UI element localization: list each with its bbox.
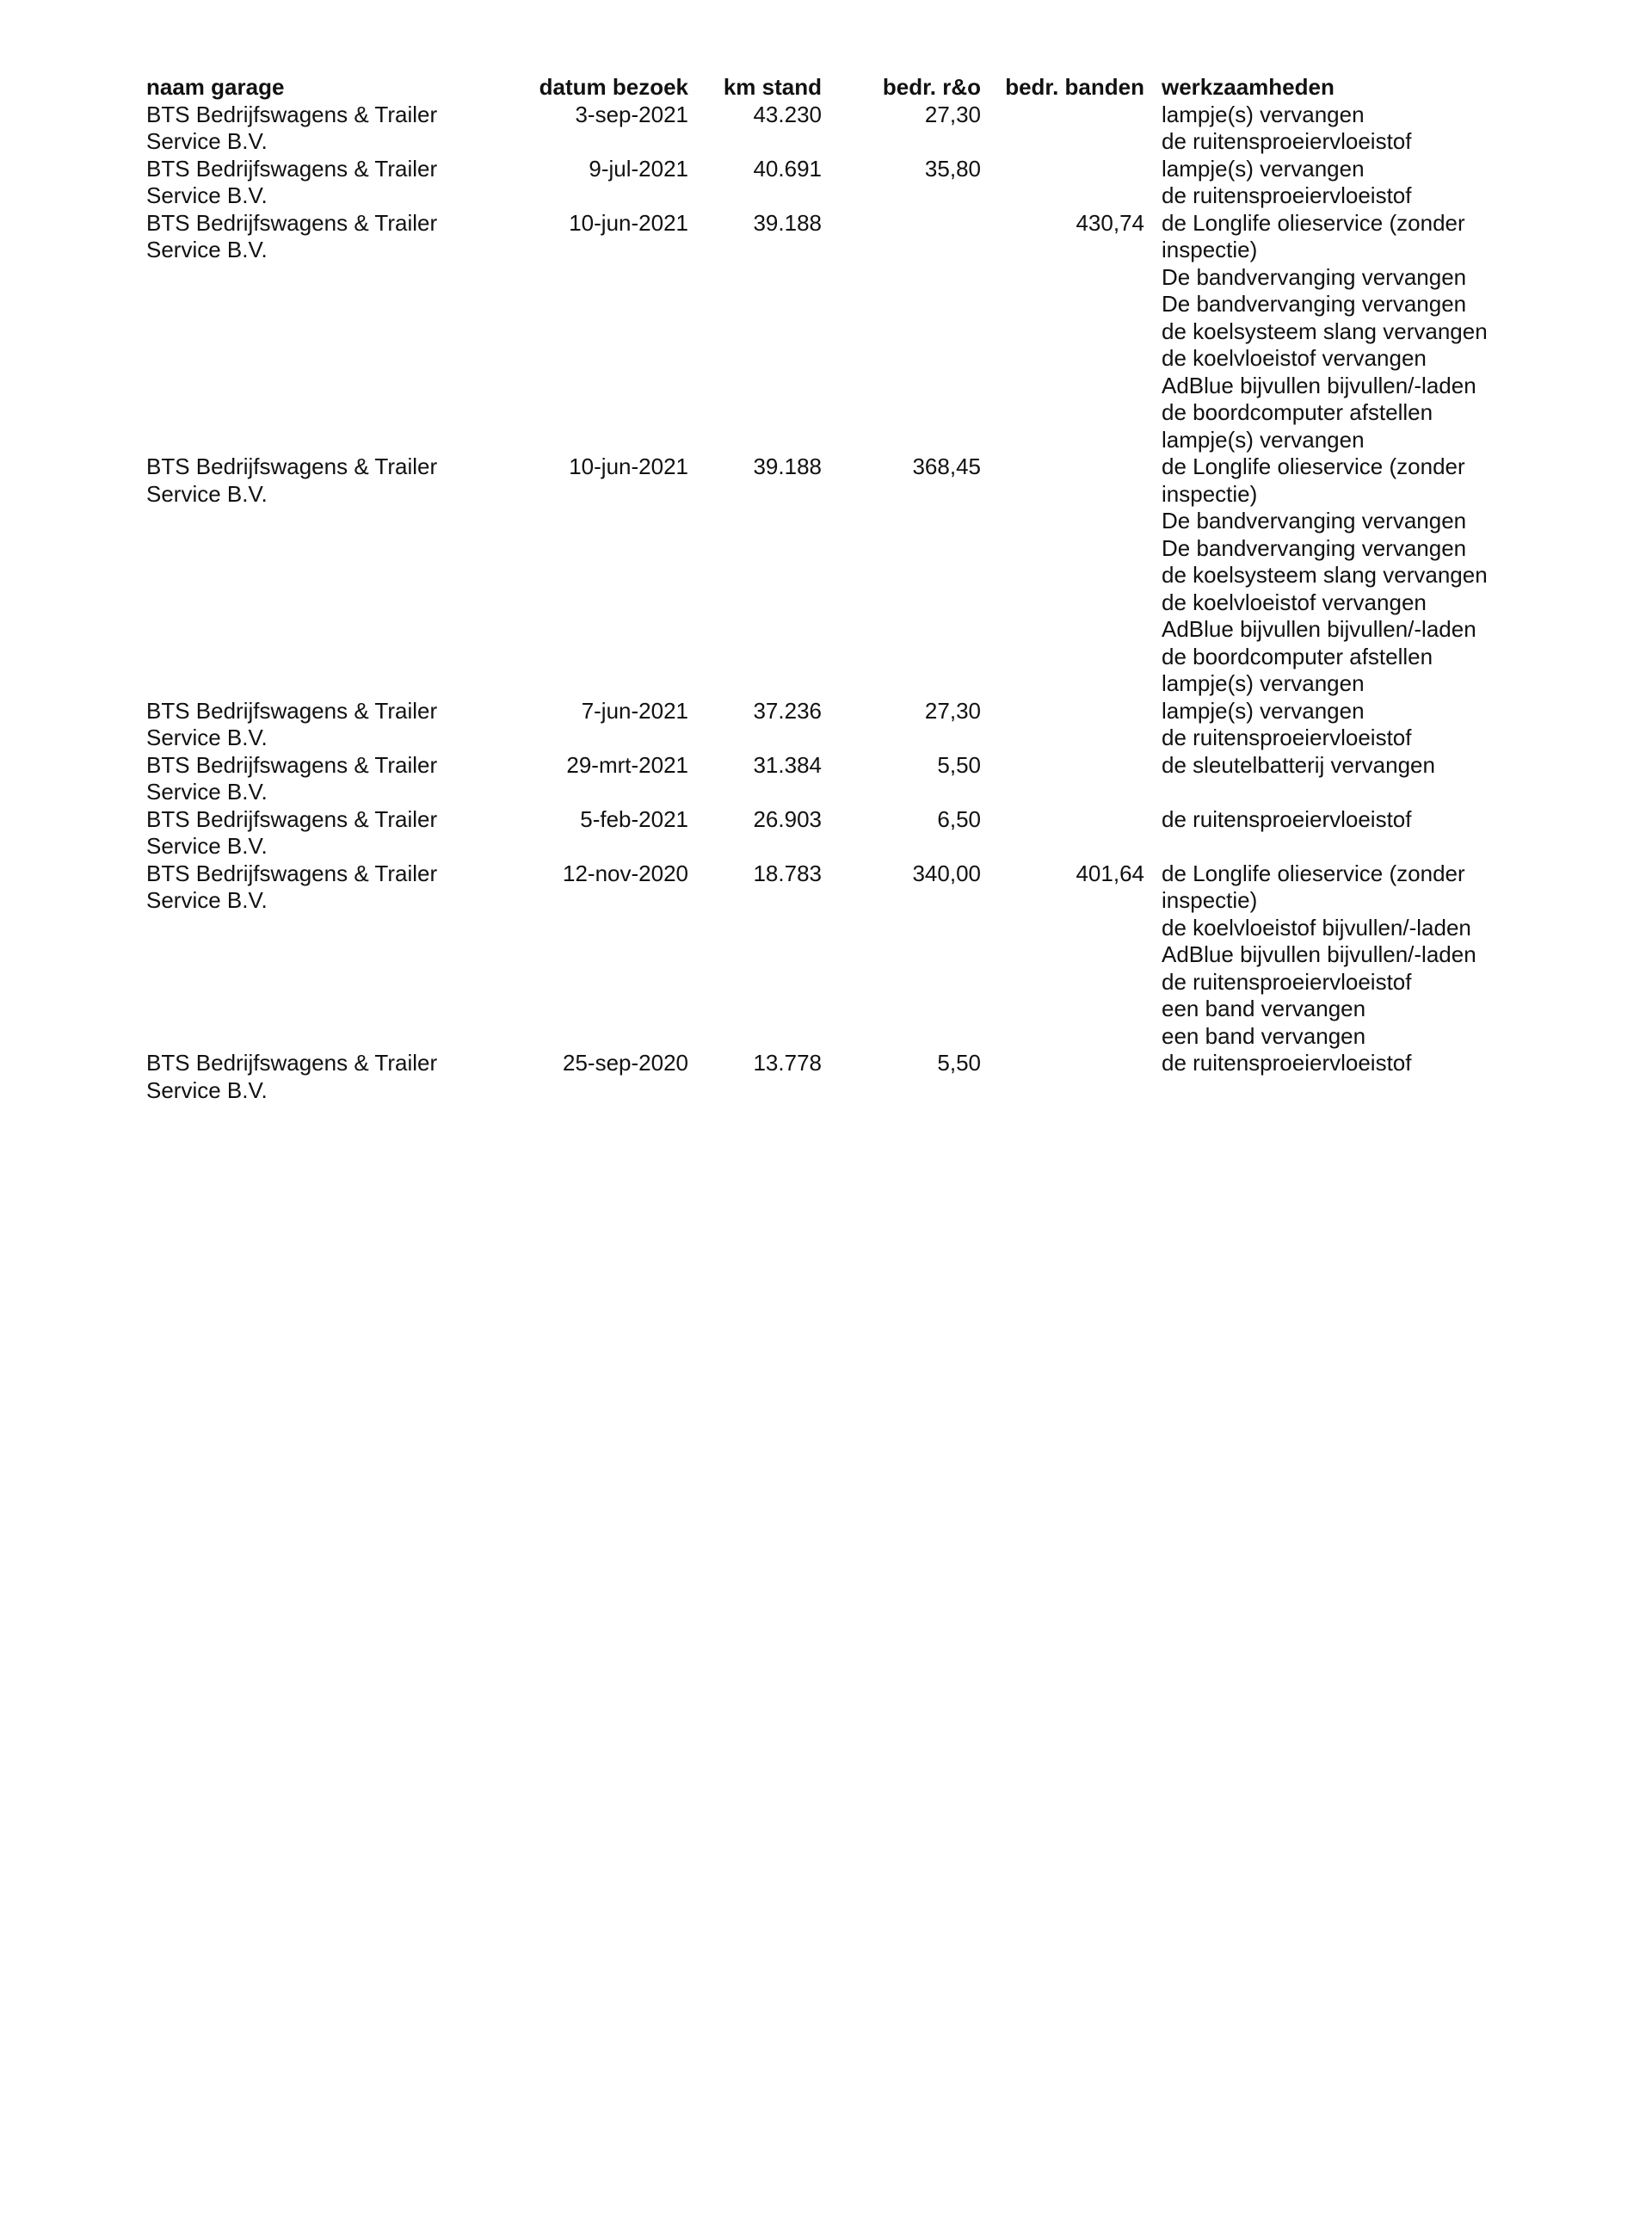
visit-date-cell: 7-jun-2021 (581, 697, 688, 724)
work-item: de koelsysteem slang vervangen (1162, 562, 1488, 588)
tyre-amount-cell (981, 698, 1144, 752)
km-reading-cell: 43.230 (753, 101, 822, 127)
visit-date-cell: 29-mrt-2021 (566, 751, 688, 778)
garage-name-line: Service B.V. (146, 128, 268, 154)
work-item: de Longlife olieservice (zonder (1162, 453, 1465, 479)
work-item: de boordcomputer afstellen (1162, 643, 1433, 669)
garage-name-cell (146, 210, 516, 454)
work-item: de koelvloeistof vervangen (1162, 345, 1427, 371)
garage-name-line: BTS Bedrijfswagens & Trailer (146, 697, 438, 724)
km-reading-cell: 37.236 (753, 697, 822, 724)
work-item: de ruitensproeiervloeistof (1162, 128, 1412, 154)
repair-amount-cell: 368,45 (912, 453, 981, 479)
repair-amount-cell: 5,50 (937, 751, 981, 778)
visit-date-cell: 25-sep-2020 (563, 1050, 688, 1076)
work-description-cell (1144, 102, 1523, 156)
garage-name-line: Service B.V. (146, 833, 268, 859)
work-item: De bandvervanging vervangen (1162, 534, 1467, 561)
km-reading-cell: 31.384 (753, 751, 822, 778)
work-description-cell (1144, 453, 1523, 698)
work-item: de koelvloeistof vervangen (1162, 589, 1427, 615)
garage-name-line: BTS Bedrijfswagens & Trailer (146, 1050, 438, 1076)
work-item: inspectie) (1162, 480, 1258, 507)
garage-name-line: Service B.V. (146, 725, 268, 750)
table-row (146, 752, 1523, 806)
tyre-amount-cell (981, 752, 1144, 806)
work-item: de boordcomputer afstellen (1162, 399, 1433, 425)
garage-name-cell (146, 806, 516, 860)
header-date: datum bezoek (539, 74, 688, 100)
tyre-amount-cell (981, 156, 1144, 210)
repair-amount-cell (822, 210, 981, 454)
header-km: km stand (723, 74, 822, 100)
work-item: AdBlue bijvullen bijvullen/-laden (1162, 941, 1476, 967)
visit-date-cell: 10-jun-2021 (569, 453, 688, 479)
maintenance-history-sheet (146, 74, 1523, 1104)
work-item: inspectie) (1162, 887, 1258, 913)
garage-name-cell (146, 453, 516, 698)
garage-name-line: Service B.V. (146, 887, 268, 913)
work-description-cell (1144, 752, 1523, 806)
header-tyre-amount: bedr. banden (1005, 74, 1144, 100)
table-row (146, 453, 1523, 698)
garage-name-cell (146, 102, 516, 156)
visit-date-cell: 9-jul-2021 (589, 155, 688, 182)
visit-date-cell: 5-feb-2021 (580, 805, 688, 832)
maintenance-table (146, 74, 1523, 1104)
header-garage: naam garage (146, 74, 285, 100)
work-description-cell (1144, 698, 1523, 752)
work-item: de ruitensproeiervloeistof (1162, 725, 1412, 750)
work-item: de ruitensproeiervloeistof (1162, 805, 1412, 832)
work-description-cell (1144, 156, 1523, 210)
km-reading-cell: 26.903 (753, 805, 822, 832)
repair-amount-cell: 5,50 (937, 1050, 981, 1076)
table-row (146, 156, 1523, 210)
repair-amount-cell: 27,30 (924, 697, 981, 724)
header-work: werkzaamheden (1162, 74, 1335, 100)
work-item: De bandvervanging vervangen (1162, 291, 1467, 317)
work-item: de sleutelbatterij vervangen (1162, 751, 1435, 778)
visit-date-cell: 3-sep-2021 (575, 101, 688, 127)
table-header-row (146, 74, 1523, 102)
garage-name-cell (146, 860, 516, 1051)
km-reading-cell: 13.778 (753, 1050, 822, 1076)
visit-date-cell: 12-nov-2020 (563, 860, 688, 886)
work-item: de ruitensproeiervloeistof (1162, 1050, 1412, 1076)
garage-name-line: BTS Bedrijfswagens & Trailer (146, 860, 438, 886)
work-item: een band vervangen (1162, 996, 1366, 1021)
garage-name-cell (146, 1050, 516, 1104)
work-item: de ruitensproeiervloeistof (1162, 968, 1412, 995)
work-item: AdBlue bijvullen bijvullen/-laden (1162, 372, 1476, 398)
work-item: De bandvervanging vervangen (1162, 508, 1467, 534)
garage-name-line: Service B.V. (146, 480, 268, 507)
work-item: De bandvervanging vervangen (1162, 263, 1467, 290)
garage-name-line: BTS Bedrijfswagens & Trailer (146, 751, 438, 778)
work-item: AdBlue bijvullen bijvullen/-laden (1162, 616, 1476, 642)
garage-name-line: BTS Bedrijfswagens & Trailer (146, 101, 438, 127)
table-row (146, 102, 1523, 156)
work-item: een band vervangen (1162, 1022, 1366, 1049)
garage-name-cell (146, 698, 516, 752)
tyre-amount-cell (981, 1050, 1144, 1104)
repair-amount-cell: 27,30 (924, 101, 981, 127)
km-reading-cell: 18.783 (753, 860, 822, 886)
garage-name-line: Service B.V. (146, 1076, 268, 1103)
work-description-cell (1144, 860, 1523, 1051)
garage-name-line: BTS Bedrijfswagens & Trailer (146, 453, 438, 479)
km-reading-cell: 39.188 (753, 209, 822, 236)
table-row (146, 210, 1523, 454)
table-body (146, 102, 1523, 1105)
table-row (146, 1050, 1523, 1104)
work-item: lampje(s) vervangen (1162, 670, 1365, 696)
work-item: de ruitensproeiervloeistof (1162, 182, 1412, 208)
km-reading-cell: 39.188 (753, 453, 822, 479)
header-repair-amount: bedr. r&o (882, 74, 981, 100)
visit-date-cell: 10-jun-2021 (569, 209, 688, 236)
tyre-amount-cell (981, 453, 1144, 698)
tyre-amount-cell (981, 806, 1144, 860)
work-item: de Longlife olieservice (zonder (1162, 860, 1465, 886)
tyre-amount-cell: 430,74 (1076, 209, 1144, 236)
garage-name-cell (146, 752, 516, 806)
garage-name-line: BTS Bedrijfswagens & Trailer (146, 209, 438, 236)
garage-name-line: BTS Bedrijfswagens & Trailer (146, 155, 438, 182)
work-item: de koelvloeistof bijvullen/-laden (1162, 914, 1471, 941)
garage-name-cell (146, 156, 516, 210)
tyre-amount-cell (981, 102, 1144, 156)
repair-amount-cell: 340,00 (912, 860, 981, 886)
work-item: lampje(s) vervangen (1162, 697, 1365, 724)
work-item: de Longlife olieservice (zonder (1162, 209, 1465, 236)
garage-name-line: Service B.V. (146, 182, 268, 208)
table-row (146, 698, 1523, 752)
work-item: lampje(s) vervangen (1162, 426, 1365, 453)
garage-name-line: Service B.V. (146, 779, 268, 805)
work-description-cell (1144, 210, 1523, 454)
km-reading-cell: 40.691 (753, 155, 822, 182)
work-item: lampje(s) vervangen (1162, 155, 1365, 182)
work-item: lampje(s) vervangen (1162, 101, 1365, 127)
tyre-amount-cell: 401,64 (1076, 860, 1144, 886)
work-description-cell (1144, 1050, 1523, 1104)
work-item: de koelsysteem slang vervangen (1162, 318, 1488, 344)
repair-amount-cell: 6,50 (937, 805, 981, 832)
work-item: inspectie) (1162, 237, 1258, 262)
work-description-cell (1144, 806, 1523, 860)
table-row (146, 860, 1523, 1051)
table-row (146, 806, 1523, 860)
garage-name-line: Service B.V. (146, 237, 268, 262)
garage-name-line: BTS Bedrijfswagens & Trailer (146, 805, 438, 832)
repair-amount-cell: 35,80 (924, 155, 981, 182)
